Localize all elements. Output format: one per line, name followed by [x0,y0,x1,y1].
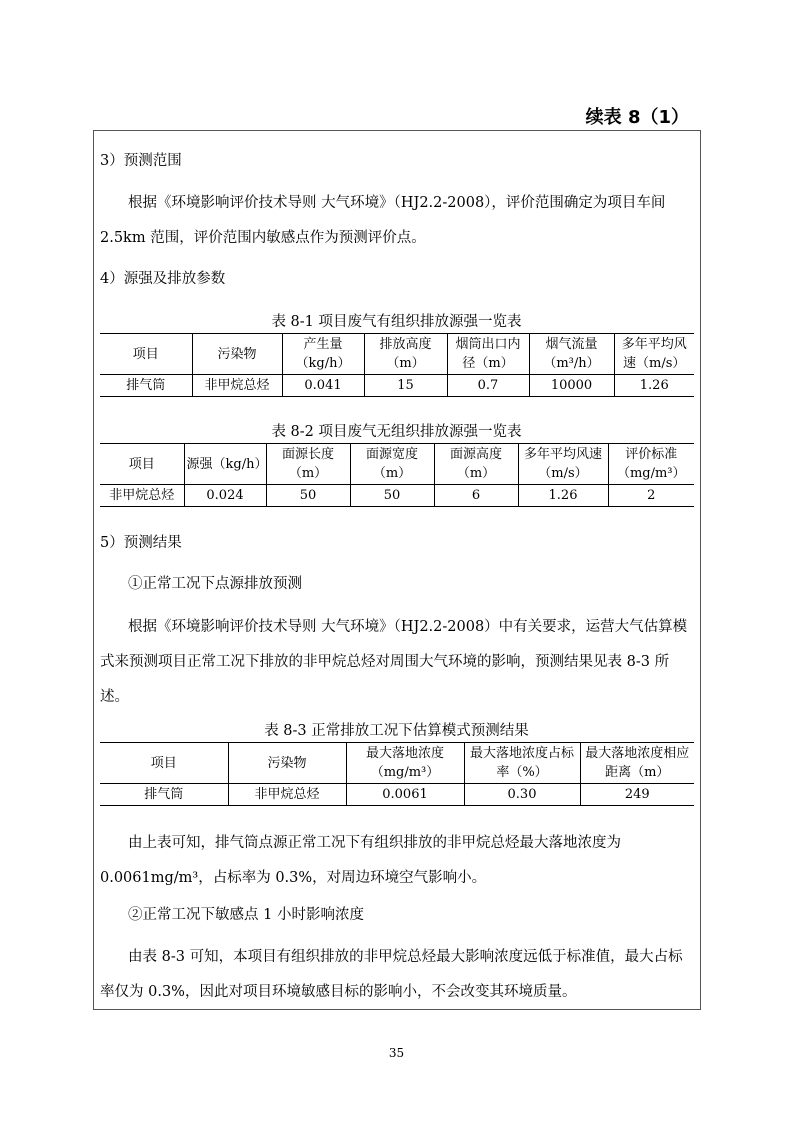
table-8-1-caption: 表 8-1 项目废气有组织排放源强一览表 [271,314,522,330]
page-number: 35 [388,1046,405,1060]
header-cell: 面源高度（m） [434,444,518,485]
subheading-sensitive-points: ②正常工况下敏感点 1 小时影响浓度 [128,907,364,923]
header-cell: 评价标准（mg/m³） [608,444,694,485]
table-cell: 0.024 [184,485,266,507]
table-row [100,784,694,806]
header-cell: 烟气流量（m³/h） [529,334,614,375]
table-cell: 非甲烷总烃 [192,375,282,397]
header-cell: 排放高度（m） [364,334,447,375]
header-cell: 项目 [100,444,184,485]
table-cell: 10000 [529,375,614,397]
header-cell: 烟筒出口内径（m） [447,334,529,375]
table-row [100,485,694,507]
table-cell: 0.0061 [346,784,464,806]
header-cell: 污染物 [228,743,346,784]
table-8-2-caption: 表 8-2 项目废气无组织排放源强一览表 [271,424,522,440]
continued-table-label: 续表 8（1） [585,107,689,128]
table-cell: 2 [608,485,694,507]
table-8-1 [100,333,694,397]
header-cell: 最大落地浓度（mg/m³） [346,743,464,784]
section-heading-prediction-scope: 3）预测范围 [100,153,182,169]
results-paragraph: 根据《环境影响评价技术导则 大气环境》（HJ2.2-2008）中有关要求，运营大气估算模式来预测项目正常工况下排放的非甲烷总烃对周围大气环境的影响，预测结果见表 8-3 所述。 [100,619,688,705]
table-cell: 0.041 [282,375,364,397]
table-cell: 非甲烷总烃 [100,485,184,507]
table-cell: 6 [434,485,518,507]
table-cell: 15 [364,375,447,397]
header-cell: 源强（kg/h） [184,444,266,485]
section-heading-source-params: 4）源强及排放参数 [100,271,226,287]
conclusion-paragraph: 由表 8-3 可知，本项目有组织排放的非甲烷总烃最大影响浓度远低于标准值，最大占标率仅为 0.3%，因此对项目环境敏感目标的影响小，不会改变其环境质量。 [100,949,683,1000]
header-cell: 项目 [100,334,192,375]
scope-paragraph: 根据《环境影响评价技术导则 大气环境》（HJ2.2-2008），评价范围确定为项目车间 2.5km 范围，评价范围内敏感点作为预测评价点。 [100,195,666,246]
table-cell: 50 [350,485,434,507]
header-cell: 最大落地浓度占标率（%） [464,743,580,784]
table-cell: 1.26 [518,485,608,507]
header-cell: 面源宽度（m） [350,444,434,485]
table-cell: 0.30 [464,784,580,806]
table-cell: 1.26 [614,375,694,397]
header-cell: 多年平均风速（m/s） [518,444,608,485]
header-cell: 最大落地浓度相应距离（m） [580,743,694,784]
header-cell: 项目 [100,743,228,784]
table-8-3 [100,742,694,806]
table-8-3-caption: 表 8-3 正常排放工况下估算模式预测结果 [264,723,529,739]
table-header-row [100,743,694,784]
analysis-paragraph: 由上表可知，排气筒点源正常工况下有组织排放的非甲烷总烃最大落地浓度为 0.0061mg/m³，占标率为 0.3%，对周边环境空气影响小。 [100,835,621,886]
header-cell: 多年平均风速（m/s） [614,334,694,375]
table-cell: 排气筒 [100,375,192,397]
table-header-row [100,334,694,375]
table-header-row [100,444,694,485]
header-cell: 面源长度（m） [266,444,350,485]
table-8-2 [100,443,694,507]
header-cell: 产生量（kg/h） [282,334,364,375]
section-heading-prediction-results: 5）预测结果 [100,535,182,551]
subheading-point-source: ①正常工况下点源排放预测 [128,576,302,592]
table-cell: 50 [266,485,350,507]
table-cell: 0.7 [447,375,529,397]
table-cell: 非甲烷总烃 [228,784,346,806]
table-cell: 249 [580,784,694,806]
header-cell: 污染物 [192,334,282,375]
table-cell: 排气筒 [100,784,228,806]
table-row [100,375,694,397]
